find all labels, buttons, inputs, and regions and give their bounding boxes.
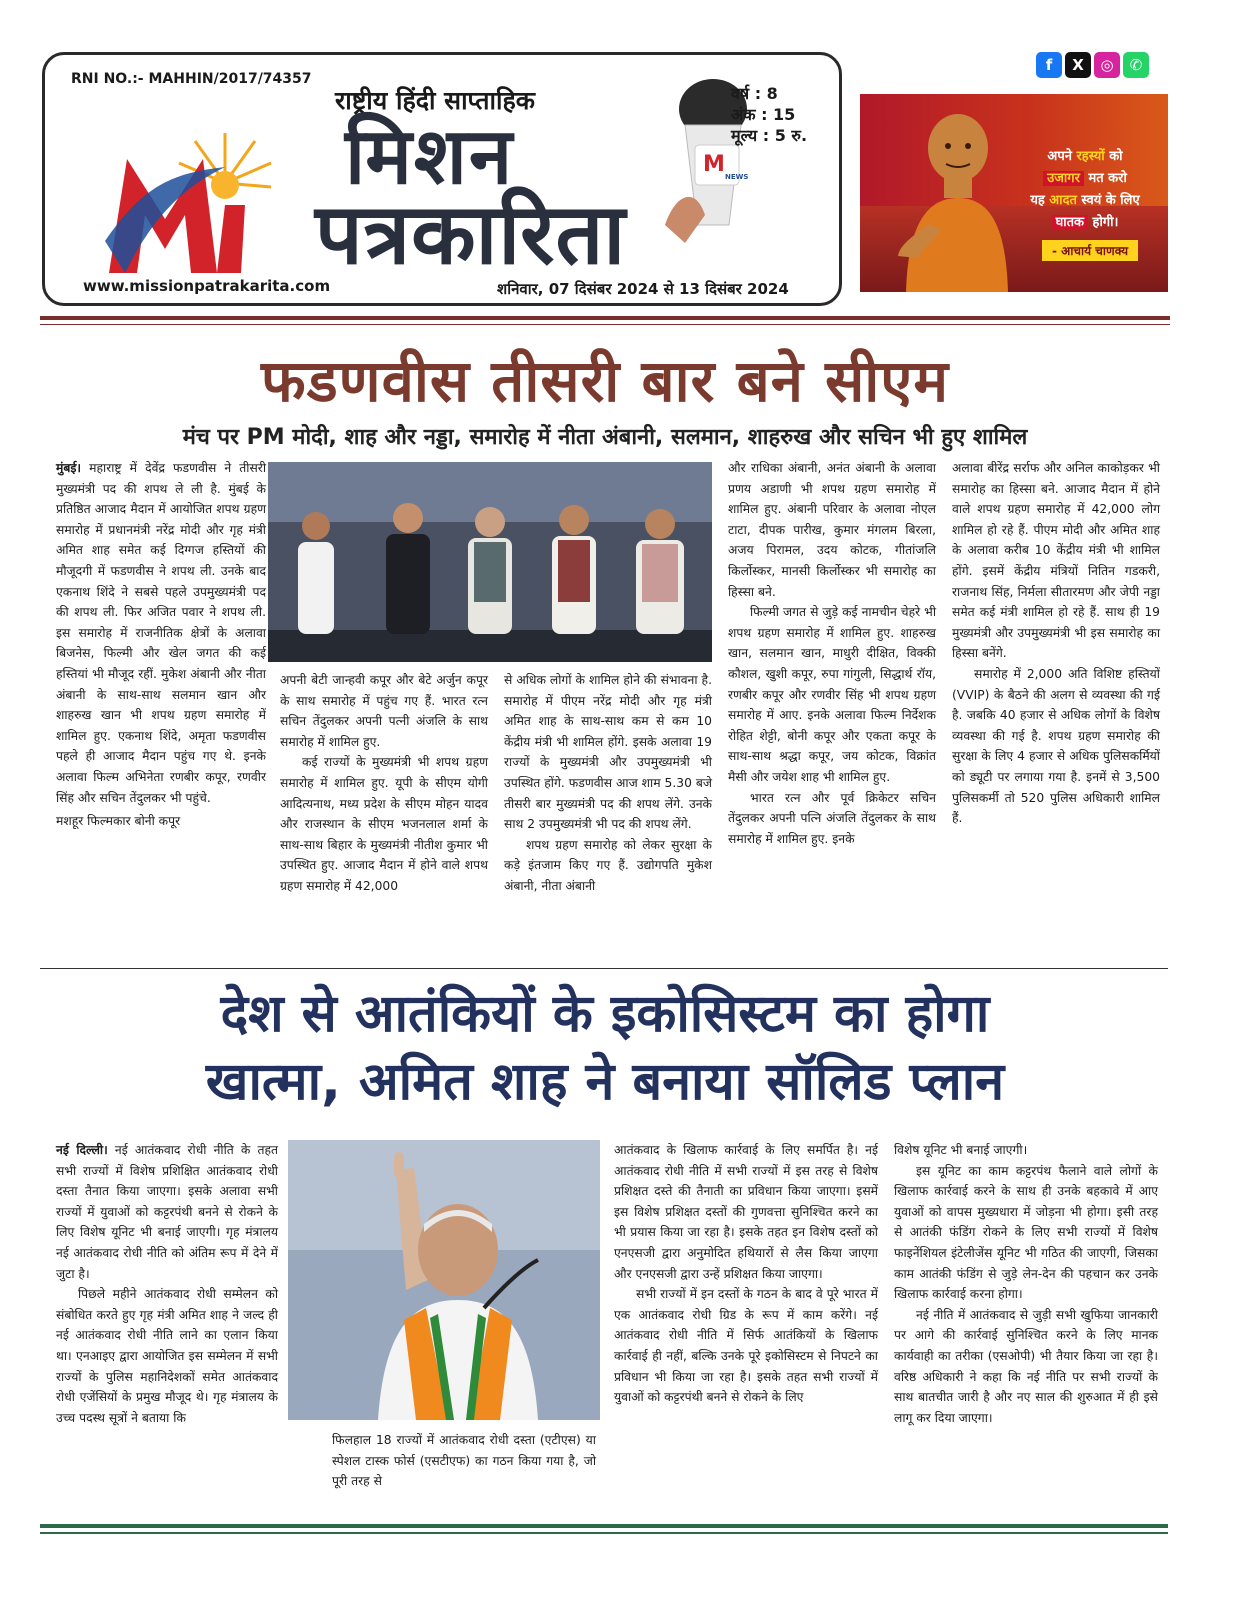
- article2-headline: देश से आतंकियों के इकोसिस्टम का होगा खात्मा, अमित शाह ने बनाया सॉलिड प्लान: [205, 984, 1005, 1112]
- issue-number: अंक : 15: [731, 105, 796, 124]
- article1-column-1: मुंबई। महाराष्ट्र में देवेंद्र फडणवीस ने तीसरी मुख्यमंत्री पद की शपथ ले ली है. मुंबई के प्रतिष्ठित आजाद मैदान में आयोजित शपथ ग्रहण समारोह में प्रधानमंत्री नरेंद्र मोदी और गृह मंत्री अमित शाह समेत कई दिग्गज हस्तियों की मौजूदगी में फडणवीस ने शपथ ली. उनके बाद एकनाथ शिंदे ने सबसे पहले उपमुख्यमंत्री पद की शपथ ली. फिर अजित पवार ने शपथ ली. इस समारोह में राजनीतिक क्षेत्रों के अलावा बिजनेस, फिल्मी और खेल जगत की कई हस्तियां भी मौजूद रहीं. मुकेश अंबानी और नीता अंबानी के साथ-साथ सलमान खान और शाहरुख खान भी शपथ ग्रहण समारोह में शामिल हुए. एकनाथ शिंदे, अमृता फडणवीस पहले ही आजाद मैदान पहुंच गए थे. इनके अलावा फिल्म अभिनेता रणबीर कपूर, रणवीर सिंह और सचिन तेंदुलकर भी पहुंचे. मशहूर फिल्मकार बोनी कपूर: [56, 461, 266, 829]
- article2-column-2: फिलहाल 18 राज्यों में आतंकवाद रोधी दस्ता (एटीएस) या स्पेशल टास्क फोर्स (एसटीएफ) का गठन किया गया है, जो पूरी तरह से: [332, 1433, 596, 1489]
- article1-column-3: से अधिक लोगों के शामिल होने की संभावना है. समारोह में पीएम नरेंद्र मोदी और गृह मंत्री अमित शाह के साथ-साथ कम से कम 10 केंद्रीय मंत्री भी शामिल होंगे. इसके अलावा 19 राज्यों के मुख्यमंत्री और उपमुख्यमंत्री भी उपस्थित होंगे. फडणवीस आज शाम 5.30 बजे तीसरी बार मुख्यमंत्री पद की शपथ लेंगे. उनके साथ 2 उपमुख्यमंत्री भी पद की शपथ लेंगे. शपथ ग्रहण समारोह को लेकर सुरक्षा के कड़े इंतजाम किए गए हैं. उद्योगपति मुकेश अंबानी, नीता अंबानी: [504, 673, 712, 893]
- amit-shah-photo: [288, 1140, 600, 1420]
- article1-subhead: मंच पर PM मोदी, शाह और नड्डा, समारोह में नीता अंबानी, सलमान, शाहरुख और सचिन भी हुए शामिल: [182, 425, 1028, 450]
- masthead-divider: [40, 316, 1170, 320]
- swearing-in-photo: [268, 462, 712, 662]
- section-divider: [40, 968, 1168, 969]
- website-link[interactable]: www.missionpatrakarita.com: [83, 277, 331, 295]
- article2-dateline: नई दिल्ली।: [56, 1143, 108, 1157]
- logo-sun-m-icon: [105, 123, 275, 283]
- svg-text:M: M: [703, 152, 725, 177]
- masthead-title-line2: पत्रकारिता: [315, 185, 627, 283]
- article2-column-3: आतंकवाद के खिलाफ कार्रवाई के लिए समर्पित है। नई आतंकवाद रोधी नीति में सभी राज्यों में इस तरह से विशेष प्रशिक्षत दस्ते की तैनाती का प्रविधान किया जाएगा। इसमें इस विशेष प्रशिक्षत दस्तों की गुणवत्ता सुनिश्चित करने का भी प्रयास किया जा रहा है। इसके तहत इन विशेष दस्तों को एनएसजी द्वारा अनुमोदित हथियारों से लैस किया जाएगा और एनएसजी द्वारा उन्हें प्रशिक्षत किया जाएगा। सभी राज्यों में इन दस्तों के गठन के बाद वे पूरे भारत में एक आतंकवाद रोधी ग्रिड के रूप में काम करेंगे। नई आतंकवाद रोधी नीति में सिर्फ आतंकियों के खिलाफ कार्रवाई ही नहीं, बल्कि उनके पूरे इकोसिस्टम से निपटने का प्रविधान भी किया जा रहा है। इसके तहत सभी राज्यों में युवाओं को कट्टरपंथी बनने से रोकने के लिए: [614, 1143, 878, 1405]
- x-icon[interactable]: X: [1065, 52, 1091, 78]
- rni-number: RNI NO.:- MAHHIN/2017/74357: [71, 71, 312, 87]
- article1-dateline: मुंबई।: [56, 461, 82, 475]
- masthead-title-line1: मिशन: [345, 112, 515, 202]
- instagram-icon[interactable]: ◎: [1094, 52, 1120, 78]
- facebook-icon[interactable]: f: [1036, 52, 1062, 78]
- masthead: [42, 52, 842, 306]
- article2-column-4: विशेष यूनिट भी बनाई जाएगी। इस यूनिट का काम कट्टरपंथ फैलाने वाले लोगों के खिलाफ कार्रवाई करने के साथ ही उनके बहकावे में आए युवाओं को वापस मुख्यधारा में जोड़ना भी होगा। इसी तरह से आतंकी फंडिंग रोकने के लिए सभी राज्यों में विशेष फाइनेंशियल इंटेलीजेंस यूनिट भी गठित की जाएगी, जिसका काम आतंकी फंडिंग से जुड़े लेन-देन की पहचान कर उनके खिलाफ कार्रवाई करना होगा। नई नीति में आतंकवाद से जुड़ी सभी खुफिया जानकारी पर आगे की कार्रवाई सुनिश्चित करने के लिए मानक कार्यवाही का तरीका (एसओपी) भी तैयार किया जा रहा है। वरिष्ठ अधिकारी ने कहा कि नई नीति पर सभी राज्यों के साथ बातचीत जारी है और नए साल की शुरुआत में ही इसे लागू कर दिया जाएगा।: [894, 1143, 1158, 1425]
- whatsapp-icon[interactable]: ✆: [1123, 52, 1149, 78]
- masthead-tagline: राष्ट्रीय हिंदी साप्ताहिक: [335, 86, 535, 115]
- chanakya-quote-ad: [860, 94, 1168, 292]
- article2-column-1: नई दिल्ली। नई आतंकवाद रोधी नीति के तहत सभी राज्यों में विशेष प्रशिक्षित आतंकवाद रोधी दस्ता तैनात किया जाएगा। इसके अलावा सभी राज्यों में युवाओं को कट्टरपंथी बनने से रोकने के लिए विशेष यूनिट भी बनाई जाएगी। गृह मंत्रालय नई आतंकवाद रोधी नीति को अंतिम रूप में देने में जुटा है। पिछले महीने आतंकवाद रोधी सम्मेलन को संबोधित करते हुए गृह मंत्री अमित शाह ने जल्द ही नई आतंकवाद रोधी नीति लाने का एलान किया था। एनआइए द्वारा आयोजित इस सम्मेलन में सभी राज्यों के पुलिस महानिदेशकों समेत आतंकवाद रोधी एजेंसियों के प्रमुख मौजूद थे। गृह मंत्रालय के उच्च पदस्थ सूत्रों ने बताया कि: [56, 1143, 278, 1425]
- article1-headline: फडणवीस तीसरी बार बने सीएम: [260, 347, 950, 415]
- quote-text: अपने रहस्यों को उजागर मत करो यह आदत स्वयं के लिए घातक होगी।: [1030, 149, 1140, 230]
- chanakya-illustration-icon: [896, 106, 1016, 292]
- issue-info: [731, 83, 807, 146]
- social-icons: [1036, 52, 1152, 82]
- price: मूल्य : 5 रु.: [731, 126, 808, 145]
- masthead-divider-thin: [40, 324, 1170, 325]
- quote-author: - आचार्य चाणक्य: [1042, 240, 1138, 261]
- svg-text:NEWS: NEWS: [725, 173, 749, 181]
- volume: वर्ष : 8: [731, 84, 778, 103]
- footer-rules: [40, 1524, 1168, 1538]
- article1-column-4: और राधिका अंबानी, अनंत अंबानी के अलावा प्रणय अडाणी भी शपथ ग्रहण समारोह में शामिल हुए. अंबानी परिवार के अलावा नोएल टाटा, दीपक पारीख, कुमार मंगलम बिरला, अजय पिरामल, उदय कोटक, गीतांजलि किर्लोस्कर, मानसी किर्लोस्कर भी समारोह का हिस्सा बने. फिल्मी जगत से जुड़े कई नामचीन चेहरे भी शपथ ग्रहण समारोह में शामिल हुए. शाहरुख खान, सलमान खान, माधुरी दीक्षित, विक्की कौशल, खुशी कपूर, रुपा गांगुली, सिद्धार्थ रॉय, रणबीर कपूर और रणवीर सिंह भी शपथ ग्रहण समारोह में आए. इनके अलावा फिल्म निर्देशक रोहित शेट्टी, बोनी कपूर और एकता कपूर के साथ-साथ श्रद्धा कपूर, जय कोटक, विक्रांत मैसी और जयेश शाह भी शामिल हुए. भारत रत्न और पूर्व क्रिकेटर सचिन तेंदुलकर अपनी पत्नि अंजलि तेंदुलकर के साथ समारोह में शामिल हुए. इनके: [728, 461, 936, 846]
- issue-date: शनिवार, 07 दिसंबर 2024 से 13 दिसंबर 2024: [497, 280, 789, 298]
- article1-column-5: अलावा बीरेंद्र सर्राफ और अनिल काकोड़कर भी समारोह का हिस्सा बने. आजाद मैदान में होने वाले शपथ ग्रहण समारोह में 42,000 लोग शामिल हो रहे हैं. पीएम मोदी और अमित शाह के अलावा करीब 10 केंद्रीय मंत्री भी शामिल होंगे. इसमें केंद्रीय मंत्रियों नितिन गडकरी, राजनाथ सिंह, निर्मला सीतारमण और जेपी नड्डा समेत कई मंत्री शामिल हो रहे हैं. साथ ही 19 मुख्यमंत्री और उपमुख्यमंत्री भी इस समारोह का हिस्सा बनेंगे. समारोह में 2,000 अति विशिष्ट हस्तियों (VVIP) के बैठने की अलग से व्यवस्था की गई है. जबकि 40 हजार से अधिक लोगों के विशेष व्यवस्था की गई है. शपथ ग्रहण समारोह की सुरक्षा के लिए 4 हजार से अधिक पुलिसकर्मियों को ड्यूटी पर लगाया गया है. इनमें से 3,500 पुलिसकर्मी तो 520 पुलिस अधिकारी शामिल हैं.: [952, 461, 1160, 826]
- article1-column-2: अपनी बेटी जान्हवी कपूर और बेटे अर्जुन कपूर के साथ समारोह में पहुंच गए हैं. भारत रत्न सचिन तेंदुलकर अपनी पत्नी अंजलि के साथ समारोह में शामिल हुए. कई राज्यों के मुख्यमंत्री भी शपथ ग्रहण समारोह में शामिल हुए. यूपी के सीएम योगी आदित्यनाथ, मध्य प्रदेश के सीएम मोहन यादव और राजस्थान के सीएम भजनलाल शर्मा के साथ-साथ बिहार के मुख्यमंत्री नीतीश कुमार भी उपस्थित हुए. आजाद मैदान में होने वाले शपथ ग्रहण समारोह में 42,000: [280, 673, 488, 893]
